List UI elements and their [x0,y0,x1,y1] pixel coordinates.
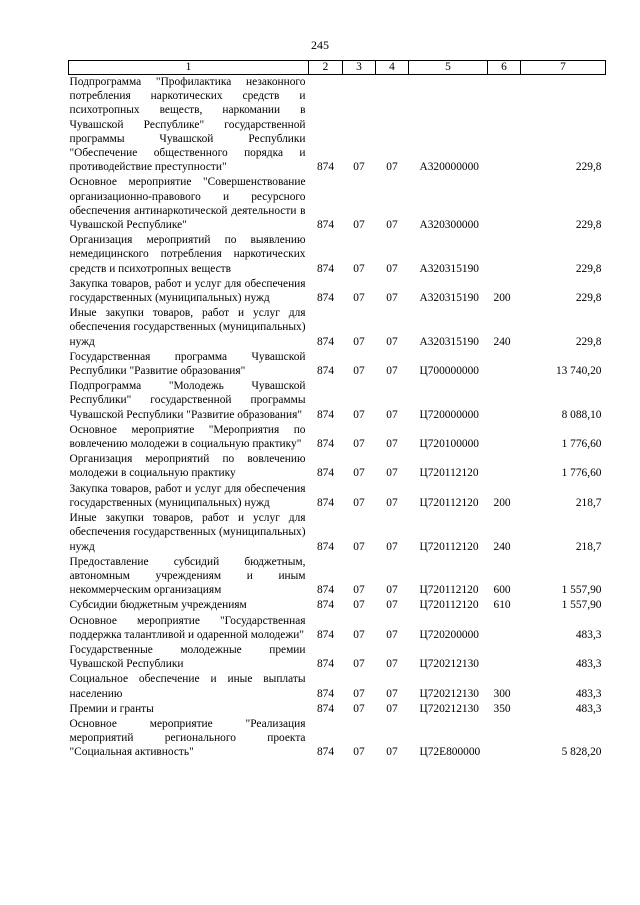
grbs-code: 874 [316,702,335,715]
table-header [69,61,606,75]
target-article-code: Ц72Е800000 [419,746,481,759]
grbs-code: 874 [316,496,335,509]
expense-type-code: 240 [493,540,511,553]
amount: 229,8 [575,335,602,348]
expense-type-code: 350 [493,702,511,715]
header-cell: 1 [69,61,309,75]
subsection-code: 07 [386,335,398,348]
amount: 8 088,10 [561,408,602,421]
target-article-code: Ц720112120 [419,584,479,597]
expense-type-code [488,75,521,176]
table-row [69,717,606,761]
item-name: Субсидии бюджетным учреждениям [69,599,247,612]
target-article-code: А320300000 [419,219,479,232]
grbs-code: 874 [316,467,335,480]
grbs-code: 874 [316,335,335,348]
target-article-code: Ц720112120 [419,599,479,612]
section-code: 07 [353,262,365,275]
table-row [69,511,606,555]
item-name: Предоставление субсидий бюджетным, автономным учреждениям и иным некоммерческим организациям [69,555,306,597]
subsection-code: 07 [386,746,398,759]
expense-type-code: 200 [493,496,511,509]
item-name: Подпрограмма "Профилактика незаконного потребления наркотических средств и психотропных веществ, наркомании в Чувашской Республике" государственной программы Чувашской Республики "Обеспечение общественного порядка и противодействие преступности" [69,76,306,174]
amount: 229,8 [575,161,602,174]
item-name: Иные закупки товаров, работ и услуг для обеспечения государственных (муниципальных) нужд [69,307,306,348]
subsection-code: 07 [386,628,398,641]
expense-type-code [488,614,521,643]
target-article-code: Ц720112120 [419,540,479,553]
header-cell: 2 [309,61,343,75]
table-row [69,672,606,701]
section-code: 07 [353,540,365,553]
section-code: 07 [353,438,365,451]
section-code: 07 [353,702,365,715]
target-article-code: Ц700000000 [419,365,479,378]
header-cell: 5 [409,61,488,75]
table-row [69,175,606,233]
section-code: 07 [353,219,365,232]
item-name: Государственные молодежные премии Чувашской Республики [69,643,306,671]
expense-type-code [488,717,521,761]
subsection-code: 07 [386,262,398,275]
header-cell: 7 [521,61,606,75]
amount: 1 557,90 [561,584,602,597]
expense-type-code [488,643,521,672]
grbs-code: 874 [316,438,335,451]
subsection-code: 07 [386,438,398,451]
section-code: 07 [353,746,365,759]
amount: 229,8 [575,219,602,232]
section-code: 07 [353,599,365,612]
amount: 229,8 [575,292,602,305]
amount: 483,3 [575,702,602,715]
grbs-code: 874 [316,161,335,174]
grbs-code: 874 [316,540,335,553]
table-row [69,598,606,613]
target-article-code: А320315190 [419,292,479,305]
table-row [69,482,606,511]
expense-type-code [488,452,521,481]
item-name: Закупка товаров, работ и услуг для обеспечения государственных (муниципальных) нужд [69,482,306,509]
table-row [69,75,606,176]
amount: 483,3 [575,658,602,671]
item-name: Государственная программа Чувашской Республики "Развитие образования" [69,350,306,378]
expense-type-code: 610 [493,599,511,612]
table-row [69,702,606,717]
grbs-code: 874 [316,408,335,421]
header-row [69,61,606,75]
section-code: 07 [353,292,365,305]
amount: 5 828,20 [561,746,602,759]
grbs-code: 874 [316,262,335,275]
subsection-code: 07 [386,702,398,715]
target-article-code: Ц720112120 [419,496,479,509]
expense-type-code [488,379,521,423]
grbs-code: 874 [316,658,335,671]
target-article-code: А320000000 [419,161,479,174]
subsection-code: 07 [386,658,398,671]
section-code: 07 [353,658,365,671]
table-row [69,423,606,452]
table-row [69,614,606,643]
header-cell: 4 [376,61,409,75]
amount: 229,8 [575,262,602,275]
target-article-code: А320315190 [419,262,479,275]
amount: 483,3 [575,687,602,700]
target-article-code: Ц720212130 [419,658,479,671]
subsection-code: 07 [386,467,398,480]
section-code: 07 [353,365,365,378]
subsection-code: 07 [386,599,398,612]
amount: 218,7 [575,496,602,509]
item-name: Организация мероприятий по вовлечению молодежи в социальную практику [69,453,306,480]
item-name: Основное мероприятие "Реализация мероприятий регионального проекта "Социальная активность" [69,717,306,759]
item-name: Премии и гранты [69,702,154,715]
target-article-code: Ц720100000 [419,438,479,451]
subsection-code: 07 [386,219,398,232]
table-row [69,350,606,379]
header-cell: 6 [488,61,521,75]
subsection-code: 07 [386,584,398,597]
grbs-code: 874 [316,292,335,305]
table-row [69,555,606,599]
table-row [69,277,606,306]
amount: 1 776,60 [561,438,602,451]
amount: 1 776,60 [561,467,602,480]
amount: 13 740,20 [555,365,602,378]
amount: 218,7 [575,540,602,553]
item-name: Основное мероприятие "Мероприятия по вовлечению молодежи в социальную практику" [69,423,306,451]
grbs-code: 874 [316,584,335,597]
budget-table [68,60,606,761]
grbs-code: 874 [316,365,335,378]
subsection-code: 07 [386,408,398,421]
grbs-code: 874 [316,599,335,612]
item-name: Иные закупки товаров, работ и услуг для обеспечения государственных (муниципальных) нужд [69,512,306,553]
grbs-code: 874 [316,687,335,700]
subsection-code: 07 [386,540,398,553]
target-article-code: Ц720212130 [419,702,479,715]
table-row [69,306,606,350]
section-code: 07 [353,628,365,641]
header-cell: 3 [343,61,376,75]
target-article-code: Ц720212130 [419,687,479,700]
item-name: Подпрограмма "Молодежь Чувашской Республики" государственной программы Чувашской Республики "Развитие образования" [69,380,306,421]
page-number: 245 [311,38,329,52]
item-name: Основное мероприятие "Государственная поддержка талантливой и одаренной молодежи" [69,614,306,641]
amount: 483,3 [575,628,602,641]
expense-type-code [488,350,521,379]
grbs-code: 874 [316,219,335,232]
subsection-code: 07 [386,496,398,509]
item-name: Закупка товаров, работ и услуг для обеспечения государственных (муниципальных) нужд [69,277,306,305]
target-article-code: Ц720200000 [419,628,479,641]
subsection-code: 07 [386,365,398,378]
target-article-code: А320315190 [419,335,479,348]
table-body [69,75,606,761]
item-name: Социальное обеспечение и иные выплаты населению [69,673,306,700]
expense-type-code [488,175,521,233]
subsection-code: 07 [386,292,398,305]
section-code: 07 [353,335,365,348]
table-row [69,233,606,277]
section-code: 07 [353,584,365,597]
expense-type-code [488,423,521,452]
table-row [69,643,606,672]
expense-type-code: 600 [493,584,511,597]
expense-type-code: 200 [493,292,511,305]
grbs-code: 874 [316,628,335,641]
expense-type-code [488,233,521,277]
grbs-code: 874 [316,746,335,759]
table-row [69,452,606,481]
subsection-code: 07 [386,687,398,700]
item-name: Основное мероприятие "Совершенствование организационно-правового и ресурсного обеспечения антинаркотической деятельности в Чувашской Республике" [69,176,306,232]
section-code: 07 [353,408,365,421]
expense-type-code: 240 [493,335,511,348]
subsection-code: 07 [386,161,398,174]
table-row [69,379,606,423]
target-article-code: Ц720112120 [419,467,479,480]
expense-type-code: 300 [493,687,511,700]
item-name: Организация мероприятий по выявлению немедицинского потребления наркотических средств и психотропных веществ [69,234,306,275]
section-code: 07 [353,467,365,480]
target-article-code: Ц720000000 [419,408,479,421]
section-code: 07 [353,687,365,700]
amount: 1 557,90 [561,599,602,612]
section-code: 07 [353,496,365,509]
section-code: 07 [353,161,365,174]
